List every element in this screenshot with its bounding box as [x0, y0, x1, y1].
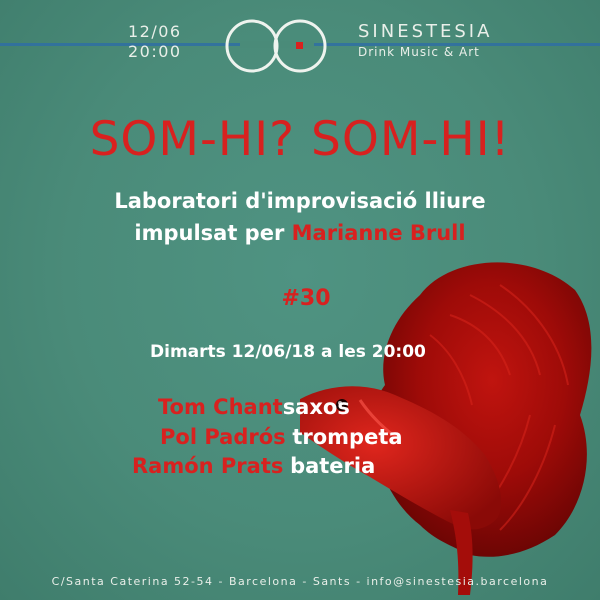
organizer-name: Marianne Brull — [291, 221, 466, 245]
brand-block — [358, 22, 492, 60]
header-time: 20:00 — [128, 42, 182, 61]
header-date: 12/06 — [128, 22, 182, 41]
subtitle-prefix: impulsat per — [134, 221, 285, 245]
musician-instrument: trompeta — [292, 425, 403, 449]
musician-name: Pol Padrós — [160, 425, 286, 449]
subtitle-line-1: Laboratori d'improvisació lliure — [114, 189, 486, 213]
musician-row — [160, 425, 403, 449]
edition-number: #30 — [281, 286, 331, 311]
brand-tagline: Drink Music & Art — [358, 45, 480, 59]
musician-instrument: bateria — [290, 454, 376, 478]
musician-name: Ramón Prats — [132, 454, 284, 478]
venue-footer: C/Santa Caterina 52-54 - Barcelona - Sants - info@sinestesia.barcelona — [51, 575, 549, 588]
header-datetime — [128, 22, 182, 62]
musician-row — [132, 454, 375, 478]
musician-row — [158, 395, 350, 419]
musician-name: Tom Chant — [158, 395, 283, 419]
event-title: SOM-HI? SOM-HI! — [89, 112, 511, 167]
musician-instrument: saxos — [282, 395, 350, 419]
brand-name: SINESTESIA — [358, 21, 493, 42]
event-date: Dimarts 12/06/18 a les 20:00 — [150, 342, 426, 362]
subtitle-line-2 — [0, 221, 600, 245]
infinity-circles-logo — [222, 14, 332, 78]
